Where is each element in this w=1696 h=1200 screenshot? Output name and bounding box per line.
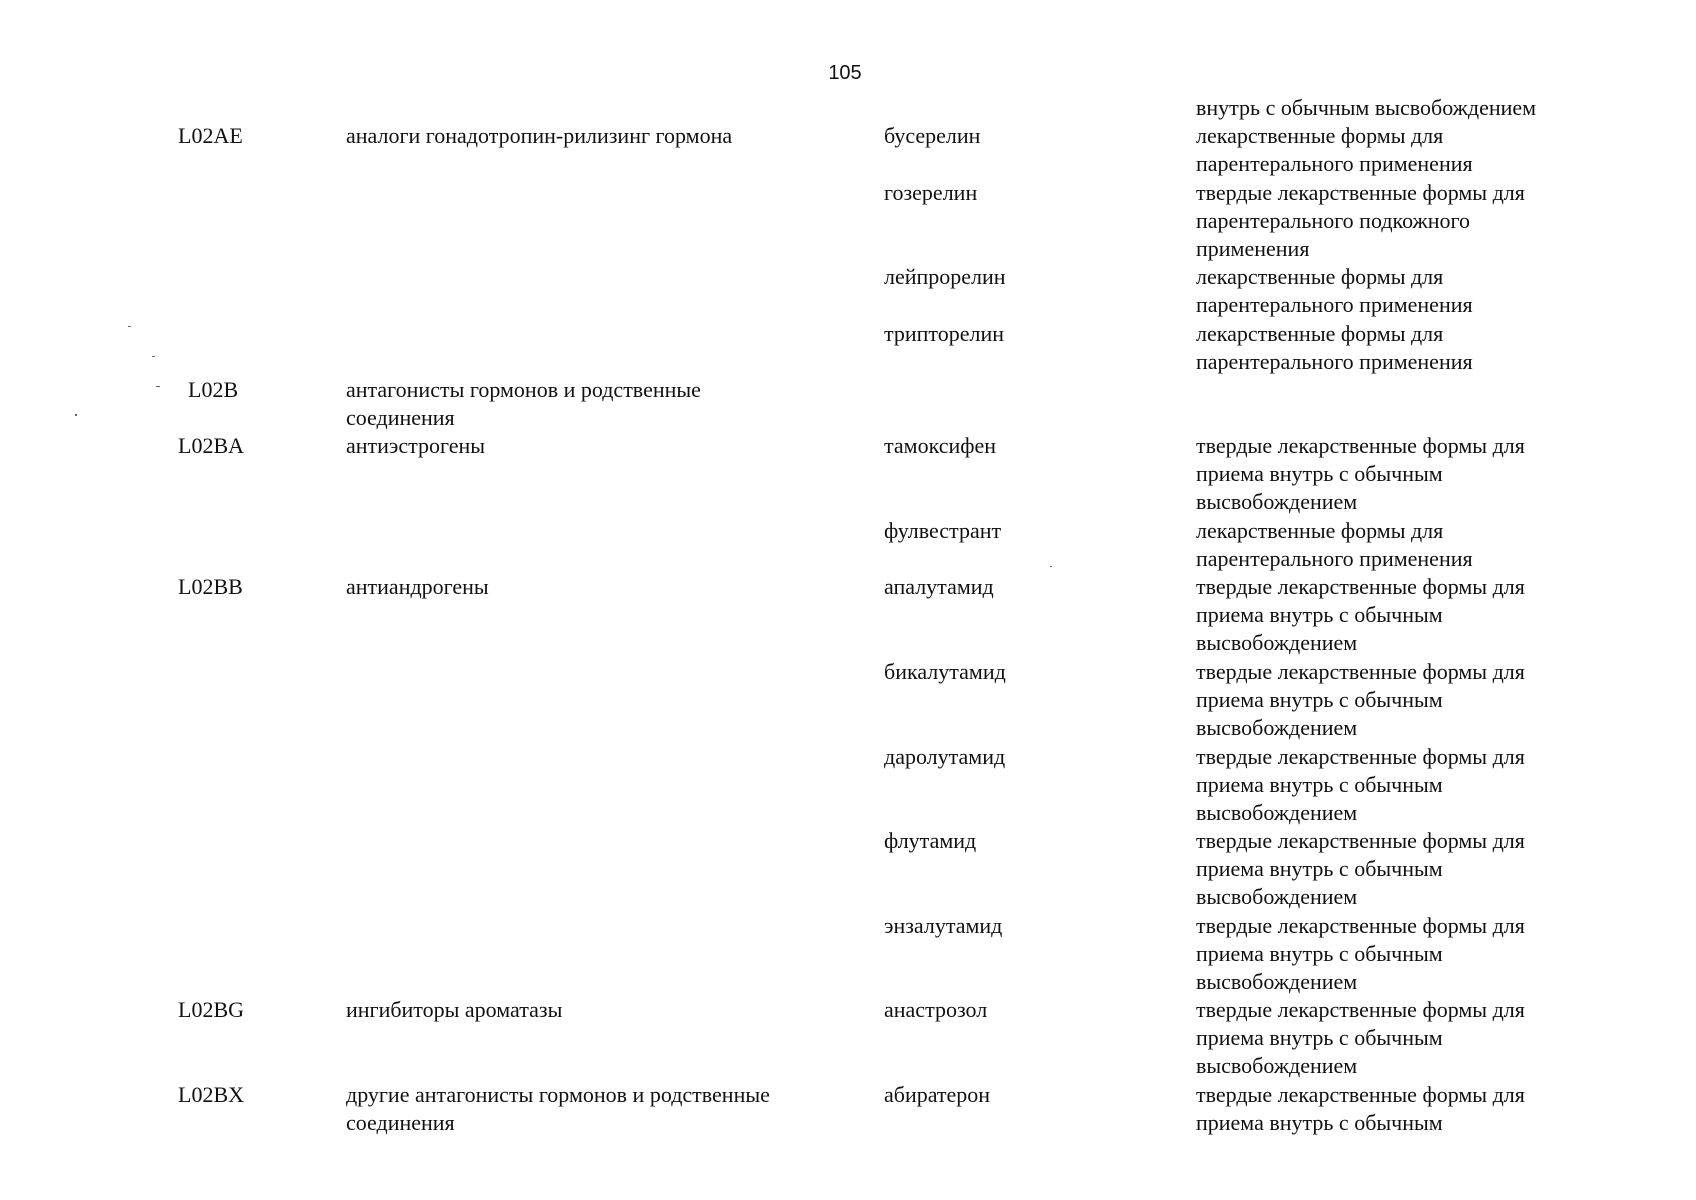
group-line: ингибиторы ароматазы <box>346 997 563 1023</box>
table-row <box>0 517 1696 573</box>
atc-code: L02BB <box>178 574 243 600</box>
drug-name: трипторелин <box>884 320 1005 346</box>
anatomical-therapeutic-group <box>346 573 866 601</box>
dosage-form-line: парентерального применения <box>1196 545 1473 571</box>
dosage-form-line: твердые лекарственные формы для <box>1196 828 1525 854</box>
dosage-form-line: внутрь с обычным высвобождением <box>1196 95 1537 120</box>
dosage-form-line: приема внутрь с обычным <box>1196 1109 1443 1135</box>
dosage-form-line: высвобождением <box>1196 799 1358 825</box>
anatomical-therapeutic-group <box>346 1081 866 1137</box>
table-row <box>0 912 1696 997</box>
dosage-form-line: твердые лекарственные формы для <box>1196 433 1525 459</box>
dosage-form-line: твердые лекарственные формы для <box>1196 743 1525 769</box>
dosage-form <box>1196 658 1596 742</box>
dosage-form-line: лекарственные формы для <box>1196 517 1444 543</box>
anatomical-therapeutic-group <box>346 122 866 150</box>
dosage-form-line: лекарственные формы для <box>1196 123 1444 149</box>
table-row <box>0 94 1696 122</box>
table-row <box>0 320 1696 376</box>
dosage-form-line: твердые лекарственные формы для <box>1196 179 1525 205</box>
dosage-form-line: твердые лекарственные формы для <box>1196 658 1525 684</box>
dosage-form-line: приема внутрь с обычным <box>1196 1025 1443 1051</box>
table-row <box>0 122 1696 178</box>
dosage-form-line: высвобождением <box>1196 489 1358 515</box>
dosage-form-line: парентерального подкожного <box>1196 207 1470 233</box>
dosage-form-line: высвобождением <box>1196 714 1358 740</box>
dosage-form <box>1196 1081 1596 1137</box>
dosage-form <box>1196 573 1596 657</box>
drug-name: бикалутамид <box>884 658 1006 684</box>
dosage-form <box>1196 122 1596 178</box>
drug-name: апалутамид <box>884 574 994 600</box>
dosage-form <box>1196 320 1596 376</box>
dosage-form-line: твердые лекарственные формы для <box>1196 574 1525 600</box>
dosage-form-line: твердые лекарственные формы для <box>1196 912 1525 938</box>
table-row <box>0 827 1696 912</box>
dosage-form <box>1196 94 1596 122</box>
group-line: соединения <box>346 404 455 430</box>
dosage-form-line: применения <box>1196 235 1310 261</box>
dosage-form <box>1196 263 1596 319</box>
dosage-form-line: высвобождением <box>1196 884 1358 910</box>
dosage-form-line: приема внутрь с обычным <box>1196 771 1443 797</box>
drug-name: флутамид <box>884 828 977 854</box>
anatomical-therapeutic-group <box>346 376 866 432</box>
atc-code: L02B <box>188 376 239 402</box>
group-line: антиандрогены <box>346 574 489 600</box>
table-row <box>0 658 1696 743</box>
atc-code: L02BA <box>178 433 244 459</box>
dosage-form-line: твердые лекарственные формы для <box>1196 997 1525 1023</box>
table-row <box>0 573 1696 658</box>
dosage-form <box>1196 996 1596 1080</box>
drug-name: анастрозол <box>884 997 988 1023</box>
dosage-form <box>1196 432 1596 516</box>
dosage-form-line: парентерального применения <box>1196 151 1473 177</box>
drug-name: фулвестрант <box>884 517 1002 543</box>
group-line: аналоги гонадотропин-рилизинг гормона <box>346 123 733 149</box>
table-row <box>0 432 1696 517</box>
dosage-form-line: парентерального применения <box>1196 348 1473 374</box>
drug-name: лейпрорелин <box>884 264 1006 290</box>
dosage-form-line: приема внутрь с обычным <box>1196 686 1443 712</box>
dosage-form-line: твердые лекарственные формы для <box>1196 1081 1525 1107</box>
dosage-form <box>1196 517 1596 573</box>
dosage-form-line: парентерального применения <box>1196 292 1473 318</box>
atc-code: L02BG <box>178 997 244 1023</box>
group-line: соединения <box>346 1109 455 1135</box>
drug-name: гозерелин <box>884 179 978 205</box>
drug-name: даролутамид <box>884 743 1006 769</box>
atc-code: L02AE <box>178 123 243 149</box>
dosage-form-line: лекарственные формы для <box>1196 264 1444 290</box>
dosage-form <box>1196 743 1596 827</box>
dosage-form-line: приема внутрь с обычным <box>1196 856 1443 882</box>
table-row <box>0 1081 1696 1137</box>
group-line: антагонисты гормонов и родственные <box>346 376 701 402</box>
dosage-form-line: высвобождением <box>1196 630 1358 656</box>
table-row <box>0 743 1696 828</box>
page-number: 105 <box>828 62 862 84</box>
dosage-form-line: высвобождением <box>1196 1053 1358 1079</box>
anatomical-therapeutic-group <box>346 996 866 1024</box>
dosage-form-line: приема внутрь с обычным <box>1196 461 1443 487</box>
group-line: антиэстрогены <box>346 433 486 459</box>
anatomical-therapeutic-group <box>346 432 866 460</box>
dosage-form-line: лекарственные формы для <box>1196 320 1444 346</box>
drug-name: бусерелин <box>884 123 981 149</box>
dosage-form <box>1196 912 1596 996</box>
table-row <box>0 179 1696 264</box>
drug-name: тамоксифен <box>884 433 997 459</box>
dosage-form <box>1196 179 1596 263</box>
drug-table <box>0 94 1696 1137</box>
group-line: другие антагонисты гормонов и родственные <box>346 1081 770 1107</box>
table-row <box>0 263 1696 319</box>
table-row <box>0 996 1696 1081</box>
atc-code: L02BX <box>178 1081 244 1107</box>
drug-name: энзалутамид <box>884 912 1003 938</box>
dosage-form-line: высвобождением <box>1196 968 1358 994</box>
dosage-form-line: приема внутрь с обычным <box>1196 940 1443 966</box>
table-row <box>0 376 1696 432</box>
dosage-form <box>1196 827 1596 911</box>
dosage-form-line: приема внутрь с обычным <box>1196 602 1443 628</box>
drug-name: абиратерон <box>884 1081 991 1107</box>
